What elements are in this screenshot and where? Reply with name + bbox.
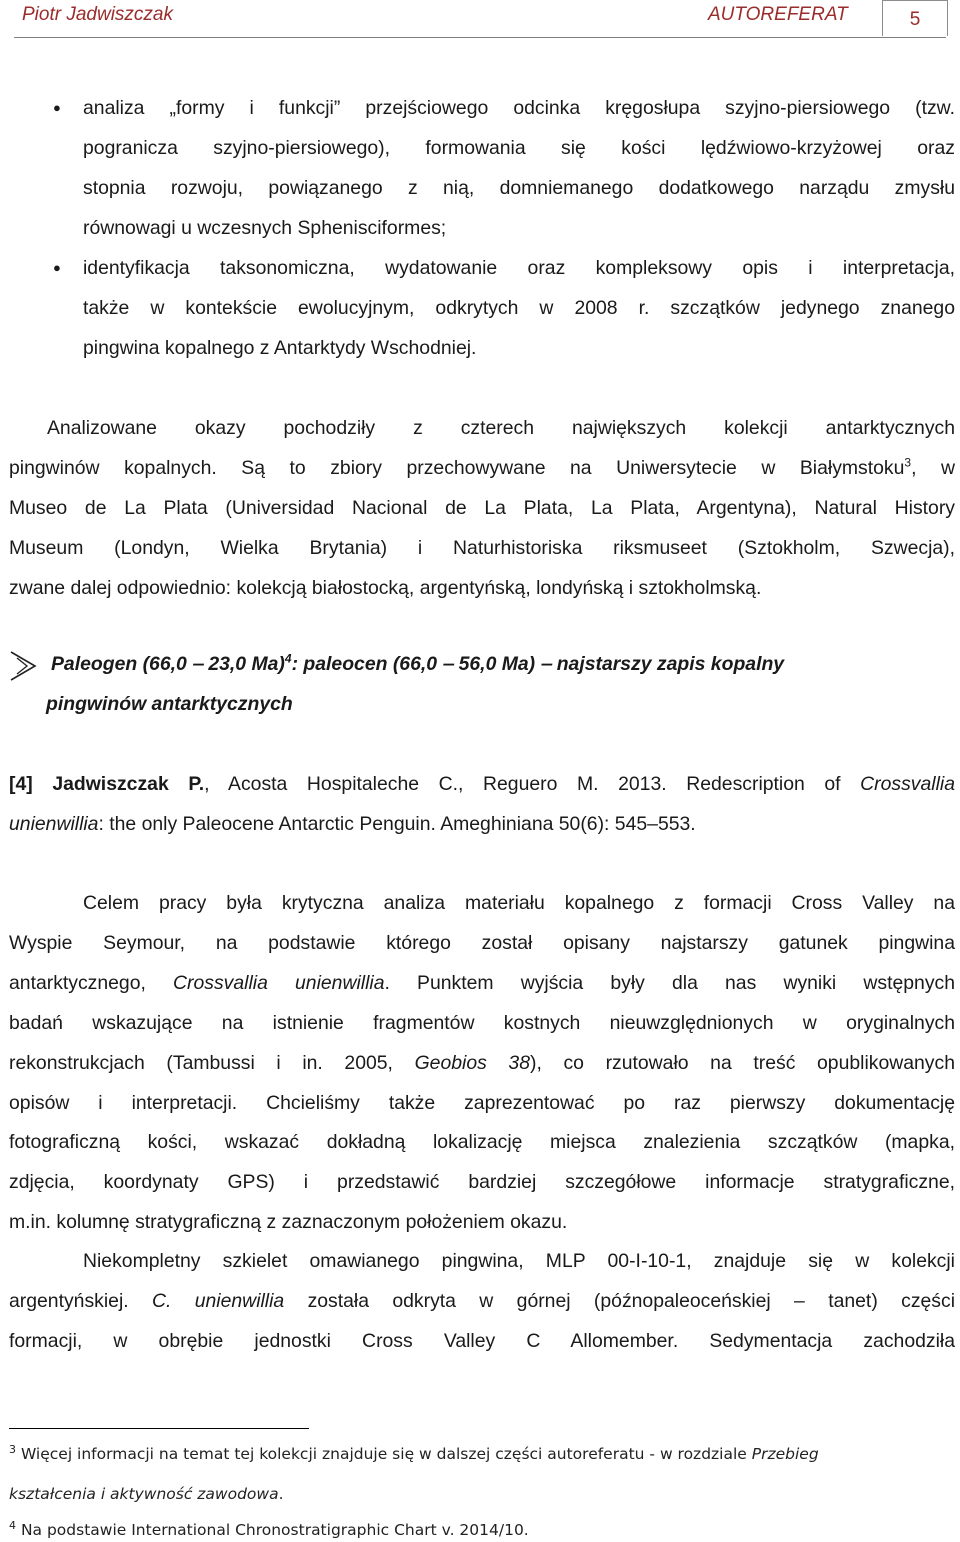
- footnote-3-line-2: kształcenia i aktywność zawodowa.: [9, 1485, 284, 1503]
- header-author: Piotr Jadwiszczak: [22, 4, 173, 25]
- aim-line-4: badań wskazujące na istnienie fragmentów kostnych nieuwzględnionych w oryginalnych: [9, 1012, 955, 1034]
- footnote-ref-3: 3: [904, 455, 912, 470]
- aim-line-6: opisów i interpretacji. Chcieliśmy także zaprezentować po raz pierwszy dokumentację: [9, 1092, 955, 1114]
- collections-line-3: Museo de La Plata (Universidad Nacional de La Plata, La Plata, Argentyna), Natural History: [9, 497, 955, 519]
- page-number: 5: [882, 0, 948, 36]
- footnote-4: $^4$ Na podstawie International Chronostratigraphic Chart v. 2014/10.: [9, 1518, 529, 1539]
- bullet-2-line-2: także w kontekście ewolucyjnym, odkrytych w 2008 r. szczątków jedynego znanego: [83, 297, 955, 319]
- page-header: [14, 0, 946, 38]
- header-doc-type: AUTOREFERAT: [708, 4, 848, 25]
- section-heading: Paleogen (66,0 ‒ 23,0 Ma)$^4$: paleocen (66,0 ‒ 56,0 Ma) ‒ najstarszy zapis kopalny: [51, 651, 785, 675]
- bullet-1-line-3: stopnia rozwoju, powiązanego z nią, domniemanego dodatkowego narządu zmysłu: [83, 177, 955, 199]
- aim-line-3: antarktycznego, Crossvallia unienwillia. Punktem wyjścia były dla nas wyniki wstępnych: [9, 972, 955, 994]
- aim-line-9: m.in. kolumnę stratygraficzną z zaznaczonym położeniem okazu.: [9, 1211, 568, 1233]
- aim-line-2: Wyspie Seymour, na podstawie którego został opisany najstarszy gatunek pingwina: [9, 932, 955, 954]
- footnote-ref-4: 4: [284, 651, 292, 666]
- skeleton-line-1: Niekompletny szkielet omawianego pingwina, MLP 00-I-10-1, znajduje się w kolekcji: [83, 1250, 955, 1272]
- footnote-3: $^3$ Więcej informacji na temat tej kolekcji znajduje się w dalszej części autoreferatu - w rozdziale Przebieg: [9, 1442, 819, 1463]
- bullet-1-line-4: równowagi u wczesnych Sphenisciformes;: [83, 217, 447, 239]
- aim-line-1: Celem pracy była krytyczna analiza materiału kopalnego z formacji Cross Valley na: [83, 892, 955, 914]
- reference-line-2: unienwillia: the only Paleocene Antarctic Penguin. Ameghiniana 50(6): 545‒553.: [9, 813, 696, 835]
- bullet-1-line-1: analiza „formy i funkcji” przejściowego odcinka kręgosłupa szyjno-piersiowego (tzw.: [83, 97, 955, 119]
- collections-line-4: Museum (Londyn, Wielka Brytania) i Naturhistoriska riksmuseet (Sztokholm, Szwecja),: [9, 537, 955, 559]
- skeleton-line-3: formacji, w obrębie jednostki Cross Valley C Allomember. Sedymentacja zachodziła: [9, 1330, 955, 1352]
- bullet-icon: ●: [53, 100, 61, 115]
- aim-line-5: rekonstrukcjach (Tambussi i in. 2005, Geobios 38), co rzutowało na treść opublikowanych: [9, 1052, 955, 1074]
- bullet-1-line-2: pogranicza szyjno-piersiowego), formowania się kości lędźwiowo-krzyżowej oraz: [83, 137, 955, 159]
- collections-line-2: pingwinów kopalnych. Są to zbiory przechowywane na Uniwersytecie w Białymstoku$^3$, w: [9, 455, 955, 479]
- bullet-2-line-1: identyfikacja taksonomiczna, wydatowanie oraz kompleksowy opis i interpretacja,: [83, 257, 955, 279]
- collections-line-1: Analizowane okazy pochodziły z czterech największych kolekcji antarktycznych: [47, 417, 955, 439]
- footnote-separator: [9, 1428, 309, 1429]
- skeleton-line-2: argentyńskiej. C. unienwillia została odkryta w górnej (późnopaleoceńskiej ‒ tanet) części: [9, 1290, 955, 1312]
- bullet-2-line-3: pingwina kopalnego z Antarktydy Wschodniej.: [83, 337, 477, 359]
- collections-line-5: zwane dalej odpowiednio: kolekcją białostocką, argentyńską, londyńską i sztokholmską.: [9, 577, 762, 599]
- aim-line-7: fotograficzną kości, wskazać dokładną lokalizację miejsca znalezienia szczątków (mapka,: [9, 1131, 955, 1153]
- section-heading-line-2: pingwinów antarktycznych: [46, 693, 293, 715]
- bullet-icon: ●: [53, 260, 61, 275]
- aim-line-8: zdjęcia, koordynaty GPS) i przedstawić bardziej szczegółowe informacje stratygraficzne,: [9, 1171, 955, 1193]
- chevron-arrow-icon: [9, 650, 39, 682]
- reference-line-1: [4] Jadwiszczak P., Acosta Hospitaleche C., Reguero M. 2013. Redescription of Crossvallia: [9, 773, 955, 795]
